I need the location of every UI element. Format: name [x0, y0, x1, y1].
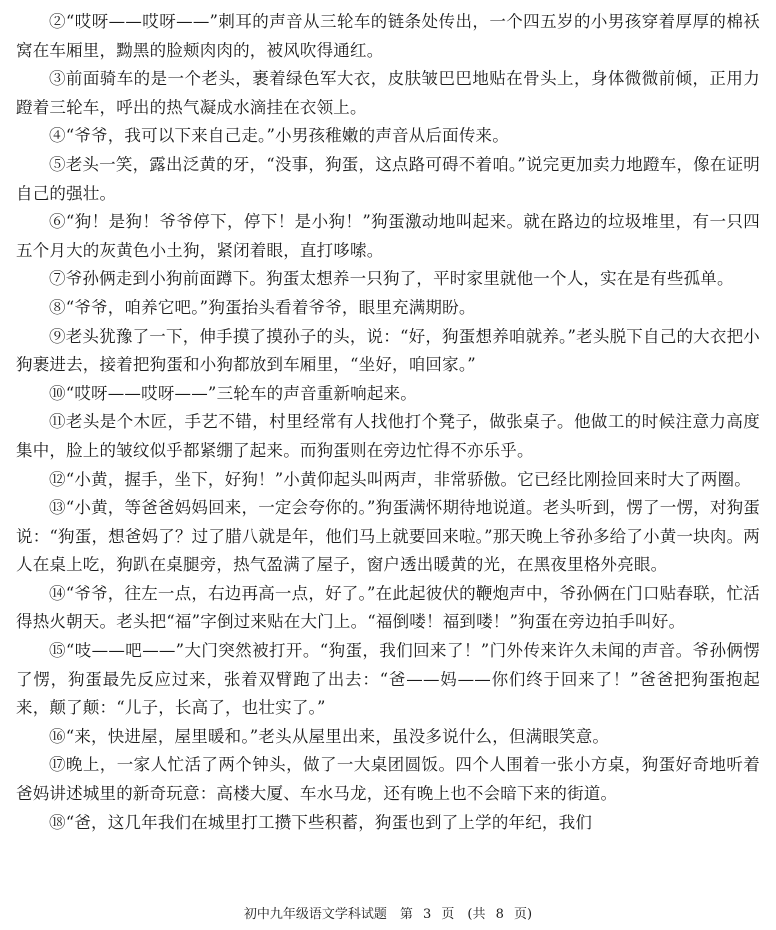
paragraph-11: ⑪老头是个木匠，手艺不错，村里经常有人找他打个凳子，做张桌子。他做工的时候注意力高度集中，脸上的皱纹似乎都紧绷了起来。而狗蛋则在旁边忙得不亦乐乎。 [16, 412, 760, 460]
page-footer: 初中九年级语文学科试题 第 3 页 (共 8 页) [243, 907, 533, 922]
paragraph-5: ⑤老头一笑，露出泛黄的牙，“没事，狗蛋，这点路可碍不着咱。”说完更加卖力地蹬车，像在证明自己的强壮。 [16, 154, 760, 203]
paragraph-3: ③前面骑车的是一个老头，裹着绿色军大衣，皮肤皱巴巴地贴在骨头上，身体微微前倾，正用力蹬着三轮车，呼出的热气凝成水滴挂在衣领上。 [16, 69, 760, 117]
paragraph-2: ②“哎呀——哎呀——”刺耳的声音从三轮车的链条处传出，一个四五岁的小男孩穿着厚厚的棉袄窝在车厢里，黝黑的脸颊肉肉的，被风吹得通红。 [16, 12, 760, 60]
paragraph-14: ⑭“爷爷，往左一点，右边再高一点，好了。”在此起彼伏的鞭炮声中，爷孙俩在门口贴春联，忙活得热火朝天。老头把“福”字倒过来贴在大门上。“福倒喽！福到喽！”狗蛋在旁边拍手叫好。 [16, 583, 760, 632]
paragraph-10: ⑩“哎呀——哎呀——”三轮车的声音重新响起来。 [49, 383, 417, 403]
paragraph-7: ⑦爷孙俩走到小狗前面蹲下。狗蛋太想养一只狗了，平时家里就他一个人，实在是有些孤单。 [49, 269, 734, 289]
paragraph-9: ⑨老头犹豫了一下，伸手摸了摸孙子的头，说：“好，狗蛋想养咱就养。”老头脱下自己的大衣把小狗裹进去，接着把狗蛋和小狗都放到车厢里，“坐好，咱回家。” [16, 326, 760, 375]
paragraph-16: ⑯“来，快进屋，屋里暖和。”老头从屋里出来，虽没多说什么，但满眼笑意。 [49, 726, 610, 746]
paragraph-18: ⑱“爸，这几年我们在城里打工攒下些积蓄，狗蛋也到了上学的年纪，我们 [49, 812, 593, 832]
article-body [16, 8, 760, 837]
paragraph-6: ⑥“狗！是狗！爷爷停下，停下！是小狗！”狗蛋激动地叫起来。就在路边的垃圾堆里，有一只四五个月大的灰黄色小土狗，紧闭着眼，直打哆嗦。 [16, 212, 760, 260]
paragraph-17: ⑰晚上，一家人忙活了两个钟头，做了一大桌团圆饭。四个人围着一张小方桌，狗蛋好奇地听着爸妈讲述城里的新奇玩意：高楼大厦、车水马龙，还有晚上也不会暗下来的街道。 [16, 755, 760, 804]
paragraph-4: ④“爷爷，我可以下来自己走。”小男孩稚嫩的声音从后面传来。 [49, 126, 509, 146]
paragraph-15: ⑮“吱——吧——”大门突然被打开。“狗蛋，我们回来了！”门外传来许久未闻的声音。爷孙俩愣了愣，狗蛋最先反应过来，张着双臂跑了出去：“爸——妈——你们终于回来了！”爸爸把狗蛋抱起来，颠了颠：“儿子，长高了，也壮实了。” [16, 641, 760, 718]
paragraph-8: ⑧“爷爷，咱养它吧。”狗蛋抬头看着爷爷，眼里充满期盼。 [49, 297, 476, 317]
paragraph-13: ⑬“小黄，等爸爸妈妈回来，一定会夸你的。”狗蛋满怀期待地说道。老头听到，愣了一愣，对狗蛋说：“狗蛋，想爸妈了？过了腊八就是年，他们马上就要回来啦。”那天晚上爷孙多给了小黄一块肉。两人在桌上吃，狗趴在桌腿旁，热气盈满了屋子，窗户透出暖黄的光，在黑夜里格外亮眼。 [16, 498, 760, 575]
paragraph-12: ⑫“小黄，握手，坐下，好狗！”小黄仰起头叫两声，非常骄傲。它已经比刚捡回来时大了两圈。 [49, 469, 751, 489]
